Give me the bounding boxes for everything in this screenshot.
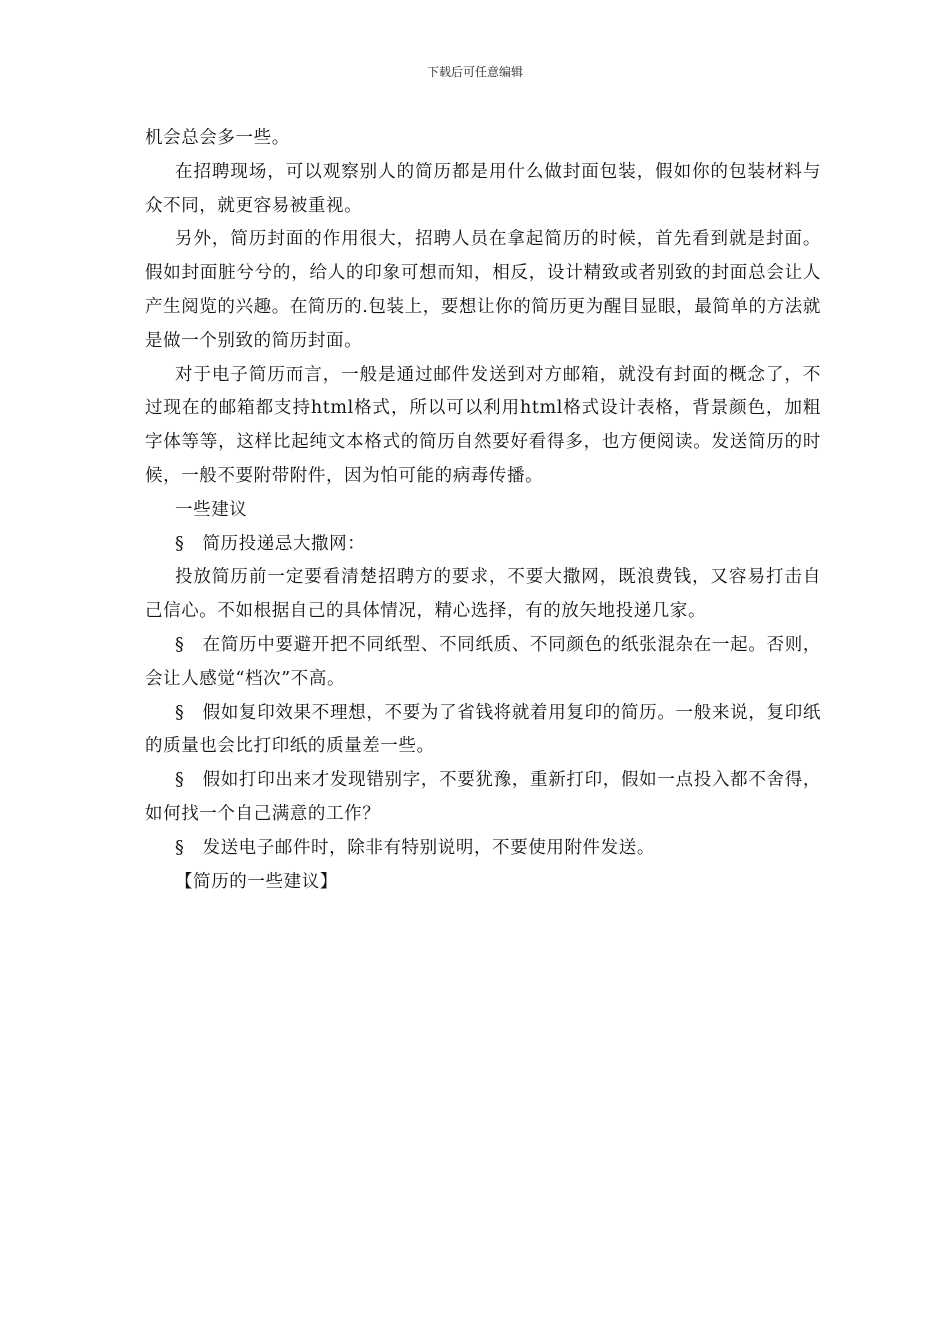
closing-title: 【简历的一些建议】 xyxy=(175,871,338,892)
suggestion-item-copy: § 假如复印效果不理想，不要为了省钱将就着用复印的简历。一般来说，复印纸的质量也会比打印纸的质量差一些。 xyxy=(145,702,821,757)
suggestion-item-email: § 发送电子邮件时，除非有特别说明，不要使用附件发送。 xyxy=(175,837,655,858)
suggestion-item-typo: § 假如打印出来才发现错别字，不要犹豫，重新打印，假如一点投入都不舍得，如何找一个自己满意的工作？ xyxy=(145,770,821,824)
section-heading-suggestions: 一些建议 xyxy=(175,499,248,520)
paragraph-resume-cover: 另外，简历封面的作用很大，招聘人员在拿起简历的时候，首先看到就是封面。假如封面脏兮兮的，给人的印象可想而知，相反，设计精致或者别致的封面总会让人产生阅览的兴趣。在简历的.包装上，要想让你的简历更为醒目显眼，最简单的方法就是做一个别致的简历封面。 xyxy=(145,229,821,351)
paragraph-recruitment-site: 在招聘现场，可以观察别人的简历都是用什么做封面包装，假如你的包装材料与众不同，就更容易被重视。 xyxy=(145,161,821,216)
paragraph-electronic-resume: 对于电子简历而言，一般是通过邮件发送到对方邮箱，就没有封面的概念了，不过现在的邮箱都支持html格式，所以可以利用html格式设计表格，背景颜色，加粗字体等等，这样比起纯文本格式的简历自然要好看得多，也方便阅读。发送简历的时候，一般不要附带附件，因为怕可能的病毒传播。 xyxy=(145,364,821,486)
paragraph-continuation: 机会总会多一些。 xyxy=(145,128,290,148)
paragraph-targeted-submission: 投放简历前一定要看清楚招聘方的要求，不要大撒网，既浪费钱，又容易打击自己信心。不如根据自己的具体情况，精心选择，有的放矢地投递几家。 xyxy=(145,567,821,622)
document-body xyxy=(145,122,821,899)
page-header: 下载后可任意编辑 xyxy=(426,65,523,79)
suggestion-item-heading: § 简历投递忌大撒网： xyxy=(175,533,366,554)
suggestion-item-paper: § 在简历中要避开把不同纸型、不同纸质、不同颜色的纸张混杂在一起。否则，会让人感觉“档次”不高。 xyxy=(145,634,821,689)
